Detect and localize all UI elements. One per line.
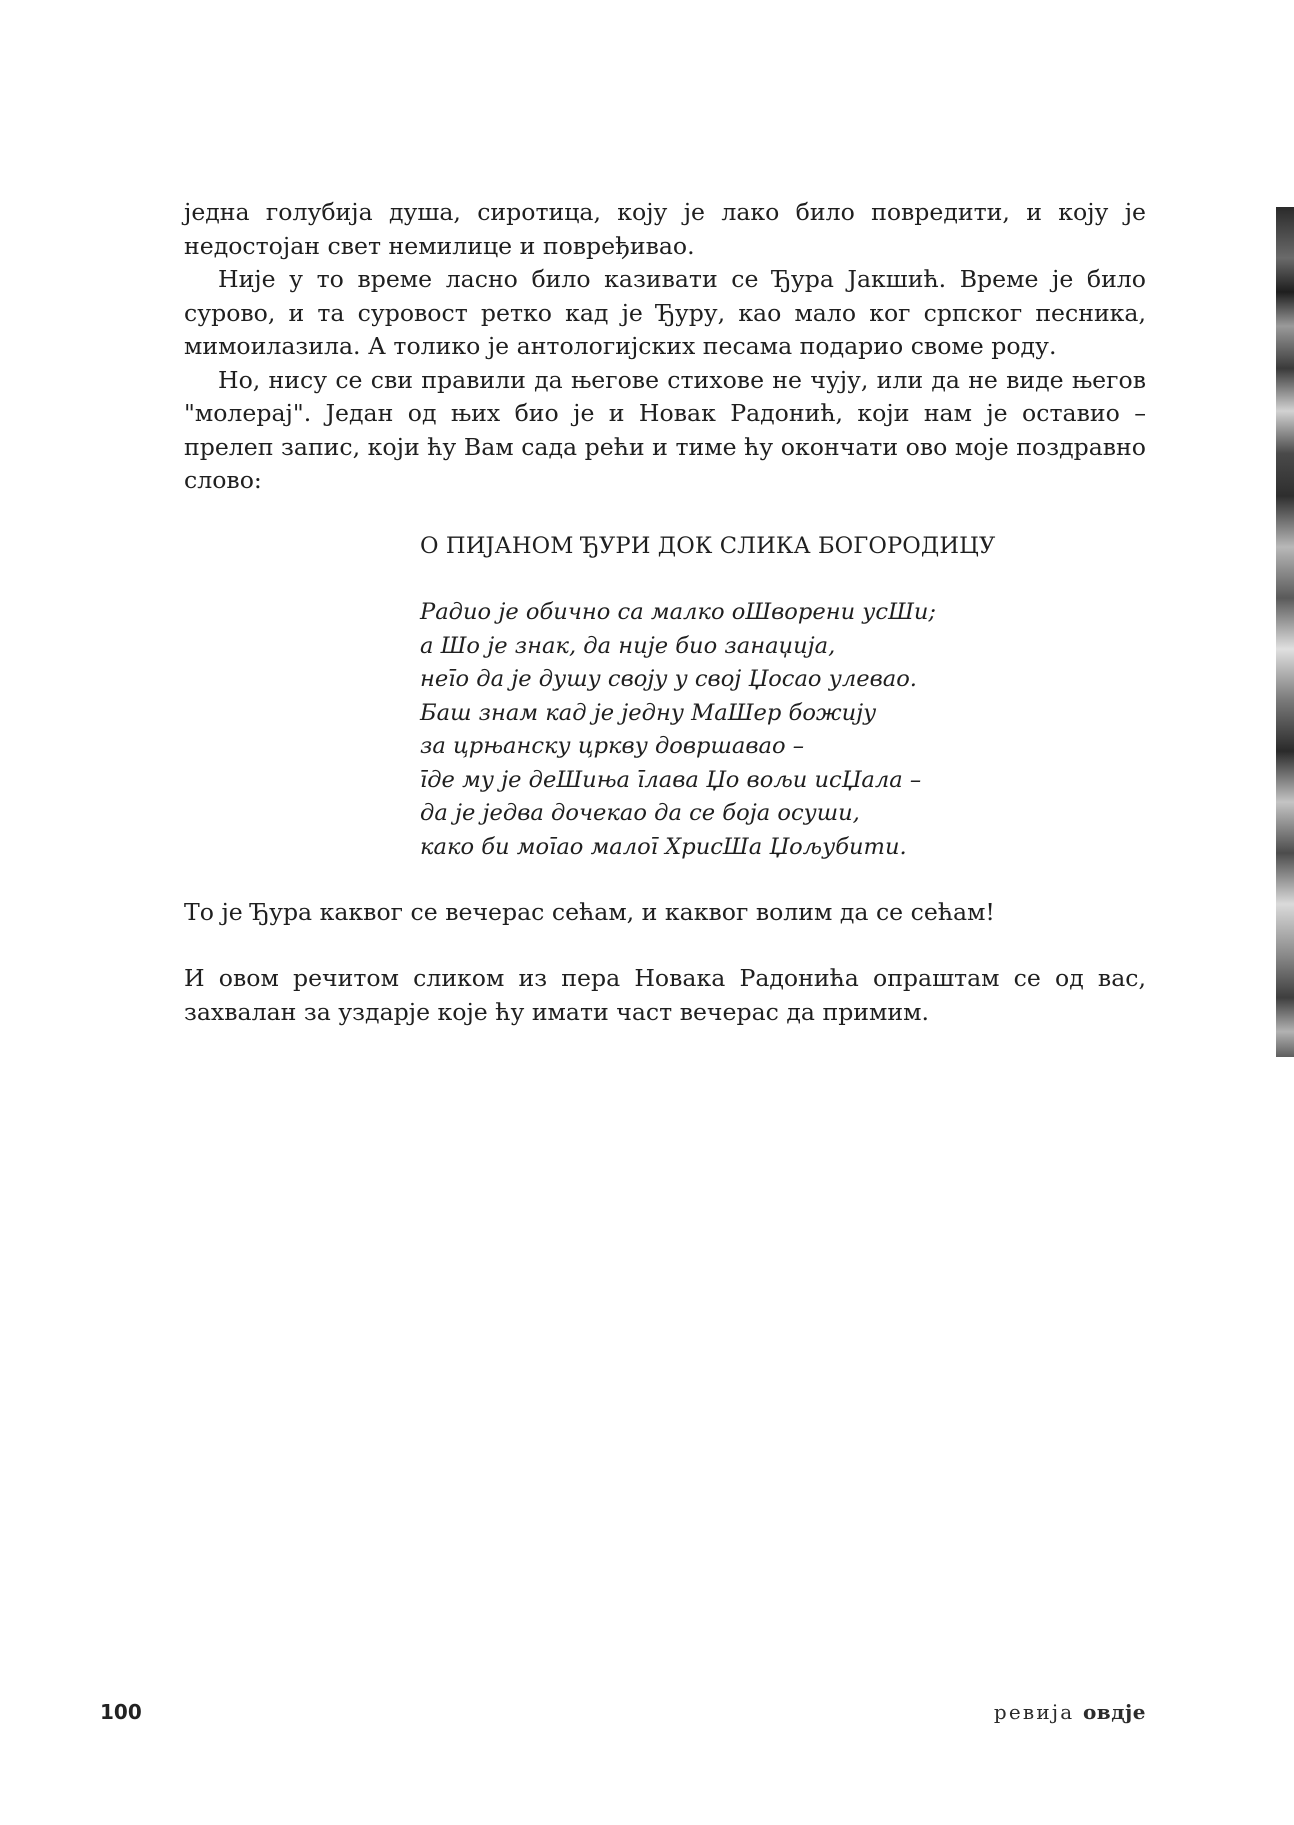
paragraph-1: једна голубија душа, сиротица, коју је лако било повредити, и коју је недостојан свет немилице и повређивао. (184, 198, 1146, 260)
closing-line-2: И овом речитом сликом из пера Новака Радонића опраштам се од вас, захвалан за уздарје које ћу имати част вечерас да примим. (184, 964, 1146, 1026)
poem-line: Радио је обично са малко оШворени усШи; (420, 599, 937, 625)
magazine-name: овдје (1082, 1700, 1146, 1724)
poem-title: О ПИЈАНОМ ЂУРИ ДОК СЛИКА БОГОРОДИЦУ (420, 533, 996, 559)
closing-line-1: То је Ђура каквог се вечерас сећам, и каквог волим да се сећам! (184, 898, 995, 926)
magazine-prefix: ревија (993, 1700, 1075, 1724)
poem-line: за црњанску цркву довршавао – (420, 733, 805, 759)
poem-line: неīо да је душу своју у свој Џосао улевао. (420, 666, 917, 692)
closing-sentence (184, 896, 1146, 930)
edge-photo-strip (1276, 207, 1294, 1057)
poem-line: како би моīао малоī ХрисШа Џољубити. (420, 833, 907, 860)
closing-paragraph (184, 962, 1146, 1029)
poem-line: а Шо је знак, да није био занаџија, (420, 632, 836, 659)
poem-line: īде му је деШиња īлава Џо вољи исЏала – (420, 766, 922, 793)
magazine-footer (994, 1700, 1146, 1724)
poem-line: Баш знам кад је једну МаШер божију (420, 699, 877, 726)
page-number: 100 (100, 1700, 142, 1724)
body-text (184, 196, 1146, 498)
paragraph-3: Но, нису се сви правили да његове стихове не чују, или да не виде његов "молерај". Један од њих био је и Новак Радонић, који нам је оставио – прелеп запис, који ћу Вам сада рећи и тиме ћу окончати ово моје поздравно слово: (184, 365, 1146, 494)
poem-stanza (420, 596, 936, 864)
poem-line: да је једва дочекао да се боја осуши, (420, 800, 860, 826)
paragraph-2: Није у то време ласно било казивати се Ђура Јакшић. Време је било сурово, и та суровост ретко кад је Ђуру, као мало ког српског песника, мимоилазила. А толико је антологијских песама подарио своме роду. (184, 265, 1146, 360)
